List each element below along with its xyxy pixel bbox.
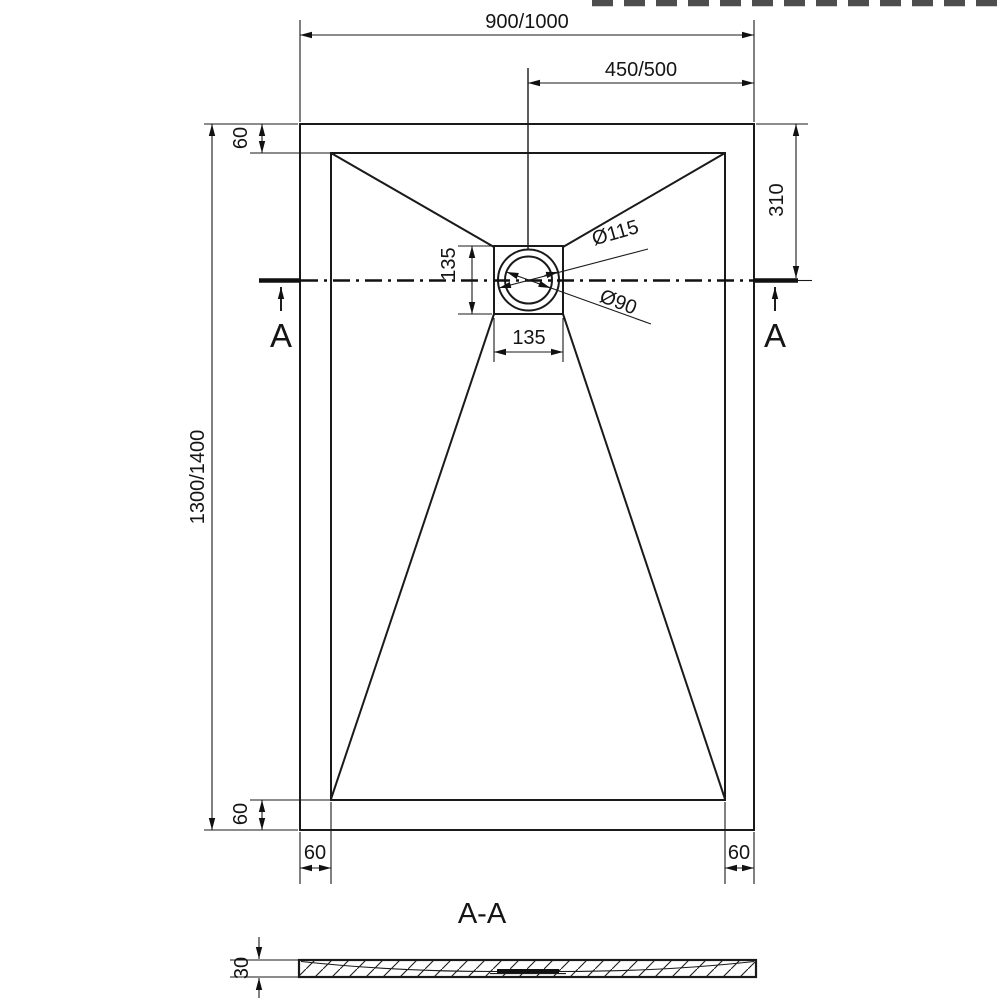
- dimension-drain-box-width: [494, 327, 563, 352]
- overall-length-label: 1300/1400: [187, 429, 209, 525]
- section-view: [230, 898, 756, 998]
- dimension-thickness: [230, 937, 298, 998]
- dimension-drain-center-offset: [766, 124, 796, 278]
- top-border-label: 60: [230, 126, 252, 150]
- drain-box-width-label: 135: [512, 327, 546, 349]
- drain-offset-width-label: 450/500: [604, 59, 678, 81]
- bottom-left-border-label: 60: [303, 842, 327, 864]
- bottom-right-border-label: 60: [727, 842, 751, 864]
- dimension-bottom-right-border: [725, 842, 754, 868]
- drain-box-length-label: 135: [438, 247, 460, 281]
- extension-lines: [204, 20, 808, 884]
- tray-plan-outline: [300, 68, 754, 830]
- section-title: A-A: [457, 898, 507, 930]
- drain-hole-diameter-label: Ø90: [596, 285, 640, 320]
- drain-center-offset-label: 310: [766, 183, 788, 217]
- dimension-overall-width: [300, 11, 754, 35]
- dimension-top-border: [230, 124, 262, 153]
- dimension-bottom-border: [230, 800, 262, 830]
- dimension-overall-length: [187, 124, 212, 830]
- overall-width-label: 900/1000: [485, 11, 569, 33]
- section-drain-cover: [497, 969, 559, 973]
- bottom-border-label: 60: [230, 802, 252, 826]
- section-body: [299, 960, 756, 977]
- thickness-label: 30: [231, 956, 253, 980]
- section-marker-right-label: A: [763, 317, 787, 354]
- dimension-bottom-left-border: [300, 842, 331, 868]
- section-marker-left-label: A: [269, 317, 293, 354]
- drain-flange-diameter-label: Ø115: [589, 216, 642, 251]
- dimension-drain-offset-width: [528, 59, 754, 83]
